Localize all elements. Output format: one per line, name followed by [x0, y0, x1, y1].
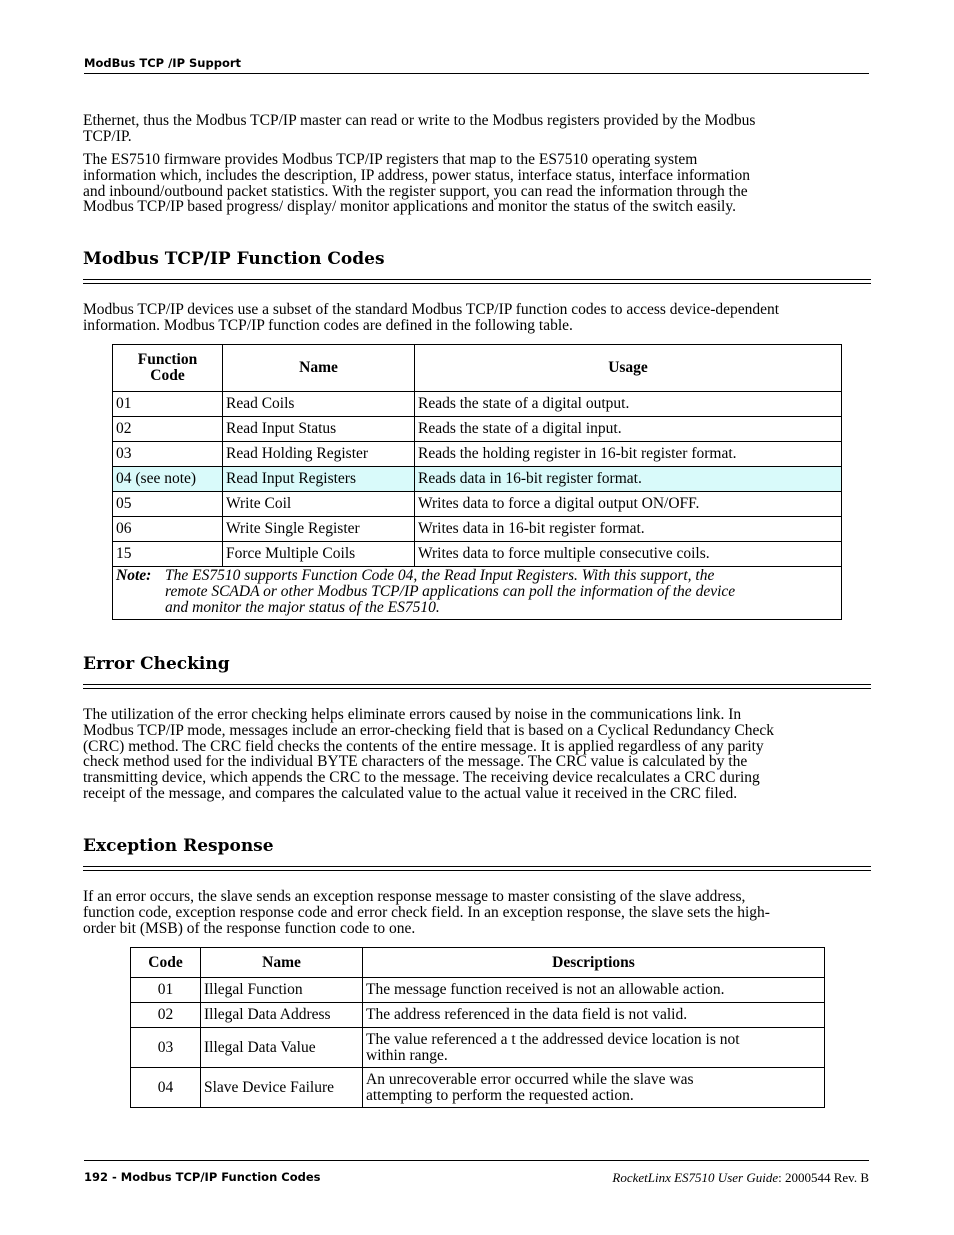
- footer-document-title: [612, 1170, 869, 1186]
- exception-code-cell: 02: [131, 1003, 201, 1028]
- text-line: information which, includes the description, IP address, power status, interface status, interface information: [83, 166, 751, 184]
- table-row-highlighted: [113, 467, 842, 492]
- function-name-cell: Force Multiple Coils: [223, 542, 415, 567]
- function-usage-cell: Reads data in 16-bit register format.: [415, 467, 842, 492]
- text-line: Ethernet, thus the Modbus TCP/IP master can read or write to the Modbus registers provided by the Modbus: [83, 112, 756, 129]
- intro-paragraph-2: [83, 152, 871, 215]
- exception-name-cell: Illegal Data Address: [201, 1003, 363, 1028]
- function-name-cell: Read Input Registers: [223, 467, 415, 492]
- function-usage-cell: Writes data to force a digital output ON/OFF.: [415, 492, 842, 517]
- function-code-cell: 15: [113, 542, 223, 567]
- table-row: [113, 392, 842, 417]
- function-code-cell: 01: [113, 392, 223, 417]
- desc-line: The value referenced a t the addressed device location is not: [366, 1031, 740, 1048]
- exception-name-cell: Illegal Data Value: [201, 1028, 363, 1068]
- footer-doc-number: : 2000544 Rev. B: [778, 1170, 869, 1185]
- text-line: The utilization of the error checking helps eliminate errors caused by noise in the communications link. In: [83, 706, 742, 723]
- desc-line: attempting to perform the requested action.: [366, 1086, 634, 1104]
- footer-page-label: 192 - Modbus TCP/IP Function Codes: [84, 1170, 321, 1184]
- section-double-rule: [83, 684, 871, 689]
- text-line: TCP/IP.: [83, 127, 132, 145]
- text-line: information. Modbus TCP/IP function codes are defined in the following table.: [83, 316, 573, 334]
- text-line: Modbus TCP/IP mode, messages include an error-checking field that is based on a Cyclical Redundancy Check: [83, 721, 774, 739]
- footer-guide-name: RocketLinx ES7510 User Guide: [612, 1170, 779, 1185]
- text-line: function code, exception response code and error check field. In an exception response, the slave sets the high-: [83, 903, 770, 921]
- table-row: [131, 1028, 825, 1068]
- note-line: and monitor the major status of the ES7510.: [165, 599, 440, 616]
- table-row: [131, 978, 825, 1003]
- table-header-row: [131, 948, 825, 978]
- exception-desc-cell: [363, 1003, 825, 1028]
- table-row: [131, 1068, 825, 1108]
- desc-line: An unrecoverable error occurred while the slave was: [366, 1071, 694, 1088]
- section-heading-error-checking: Error Checking: [83, 654, 230, 674]
- exception-desc-cell: [363, 1028, 825, 1068]
- function-name-cell: Write Single Register: [223, 517, 415, 542]
- exception-code-cell: 03: [131, 1028, 201, 1068]
- desc-line: The address referenced in the data field is not valid.: [366, 1006, 688, 1024]
- function-name-cell: Write Coil: [223, 492, 415, 517]
- exception-name-cell: Illegal Function: [201, 978, 363, 1003]
- function-code-cell: 02: [113, 417, 223, 442]
- note-line: The ES7510 supports Function Code 04, the Read Input Registers. With this support, the: [165, 567, 715, 584]
- function-name-cell: Read Coils: [223, 392, 415, 417]
- table-row: [113, 517, 842, 542]
- header-rule: [84, 73, 869, 74]
- column-header-function-code: Function Code: [113, 345, 223, 392]
- page-header-title: ModBus TCP /IP Support: [84, 56, 242, 70]
- column-header-name: Name: [201, 948, 363, 978]
- function-codes-table: [112, 344, 842, 620]
- section-heading-function-codes: Modbus TCP/IP Function Codes: [83, 249, 385, 269]
- function-code-cell: 03: [113, 442, 223, 467]
- exception-name-cell: Slave Device Failure: [201, 1068, 363, 1108]
- function-name-cell: Read Input Status: [223, 417, 415, 442]
- note-cell: [113, 567, 842, 620]
- text-line: Modbus TCP/IP based progress/ display/ monitor applications and monitor the status of the switch easily.: [83, 198, 736, 216]
- text-line: The ES7510 firmware provides Modbus TCP/IP registers that map to the ES7510 operating system: [83, 151, 698, 168]
- text-line: and inbound/outbound packet statistics. With the register support, you can read the information through the: [83, 182, 748, 200]
- exception-codes-table: [130, 947, 825, 1108]
- function-code-cell: 06: [113, 517, 223, 542]
- note-text: [165, 568, 735, 616]
- function-usage-cell: Reads the state of a digital output.: [415, 392, 842, 417]
- table-row: [113, 492, 842, 517]
- function-code-cell: 05: [113, 492, 223, 517]
- table-row: [113, 417, 842, 442]
- note-line: remote SCADA or other Modbus TCP/IP applications can poll the information of the device: [165, 583, 736, 600]
- text-line: receipt of the message, and compares the calculated value to the actual value it received in the CRC filed.: [83, 784, 738, 802]
- exception-paragraph: [83, 889, 871, 936]
- note-label: Note:: [116, 567, 152, 584]
- exception-code-cell: 01: [131, 978, 201, 1003]
- text-line: check method used for the individual BYTE characters of the message. The CRC value is calculated by the: [83, 753, 748, 771]
- column-header-code: Code: [131, 948, 201, 978]
- table-row: [113, 442, 842, 467]
- table-row: [131, 1003, 825, 1028]
- function-usage-cell: Reads the state of a digital input.: [415, 417, 842, 442]
- function-codes-paragraph: [83, 302, 871, 334]
- section-double-rule: [83, 866, 871, 871]
- table-note-row: [113, 567, 842, 620]
- text-line: If an error occurs, the slave sends an exception response message to master consisting of the slave address,: [83, 888, 746, 905]
- table-row: [113, 542, 842, 567]
- column-header-usage: Usage: [415, 345, 842, 392]
- function-name-cell: Read Holding Register: [223, 442, 415, 467]
- text-line: order bit (MSB) of the response function code to one.: [83, 919, 416, 937]
- desc-line: within range.: [366, 1046, 448, 1064]
- text-line: Modbus TCP/IP devices use a subset of the standard Modbus TCP/IP function codes to access device-dependent: [83, 301, 780, 318]
- column-header-name: Name: [223, 345, 415, 392]
- desc-line: The message function received is not an allowable action.: [366, 981, 725, 999]
- function-code-cell: 04 (see note): [113, 467, 223, 492]
- section-double-rule: [83, 279, 871, 284]
- function-usage-cell: Writes data to force multiple consecutive coils.: [415, 542, 842, 567]
- footer-rule: [84, 1160, 869, 1161]
- function-usage-cell: Reads the holding register in 16-bit register format.: [415, 442, 842, 467]
- error-checking-paragraph: [83, 707, 871, 802]
- text-line: transmitting device, which appends the CRC to the message. The receiving device recalculates a CRC during: [83, 769, 760, 787]
- exception-code-cell: 04: [131, 1068, 201, 1108]
- section-heading-exception-response: Exception Response: [83, 836, 274, 856]
- intro-paragraph-1: [83, 113, 871, 145]
- exception-desc-cell: [363, 978, 825, 1003]
- table-header-row: [113, 345, 842, 392]
- exception-desc-cell: [363, 1068, 825, 1108]
- text-line: (CRC) method. The CRC field checks the contents of the entire message. It is applied regardless of any parity: [83, 737, 764, 755]
- function-usage-cell: Writes data in 16-bit register format.: [415, 517, 842, 542]
- column-header-descriptions: Descriptions: [363, 948, 825, 978]
